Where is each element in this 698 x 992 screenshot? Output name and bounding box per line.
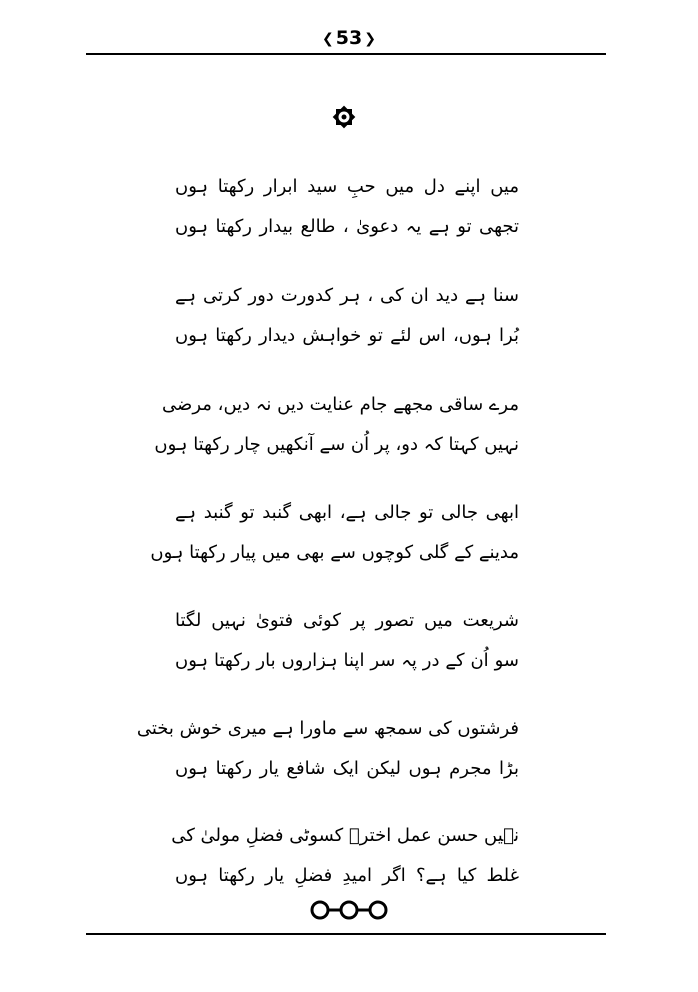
page-number-text: 53 <box>335 27 363 49</box>
poem-line: میں اپنے دل میں حبِ سید ابرار رکھتا ہوں <box>175 176 519 197</box>
poem-line: بڑا مجرم ہوں لیکن ایک شافع یار رکھتا ہوں <box>175 758 519 779</box>
poem-line: نہیں کہتا کہ دو، پر اُن سے آنکھیں چار رکھتا ہوں <box>154 434 519 455</box>
poem-line: شریعت میں تصور پر کوئی فتویٰ نہیں لگتا <box>175 610 519 631</box>
page-number-ornament-right-icon: ❯ <box>364 31 376 47</box>
poem-line: غلط کیا ہے؟ اگر امیدِ فضلِ یار رکھتا ہوں <box>175 865 519 886</box>
poem-line: فرشتوں کی سمجھ سے ماورا ہے میری خوش بختی <box>136 718 519 739</box>
chain-ornament-icon <box>306 897 392 923</box>
poem-line: مدینے کے گلی کوچوں سے بھی میں پیار رکھتا ہوں <box>150 542 519 563</box>
poem-line: مرے ساقی مجھے جام عنایت دیں نہ دیں، مرضی <box>162 394 519 415</box>
poem-line: ابھی جالی تو جالی ہے، ابھی گنبد تو گنبد ہے <box>175 502 519 523</box>
poem-line: تجھی تو ہے یہ دعویٰ ، طالع بیدار رکھتا ہوں <box>175 216 519 237</box>
poem-line: نہیں حسن عمل اخترؔ کسوٹی فضلِ مولیٰ کی <box>171 825 519 846</box>
footer-rule <box>86 933 606 935</box>
poem-line: بُرا ہوں، اس لئے تو خواہش دیدار رکھتا ہوں <box>175 325 519 346</box>
poem-line: سنا ہے دید ان کی ، ہر کدورت دور کرتی ہے <box>175 285 519 306</box>
poem-line: سو اُن کے در پہ سر اپنا ہزاروں بار رکھتا ہوں <box>175 650 519 671</box>
page-number-ornament-left-icon: ❮ <box>322 31 334 47</box>
